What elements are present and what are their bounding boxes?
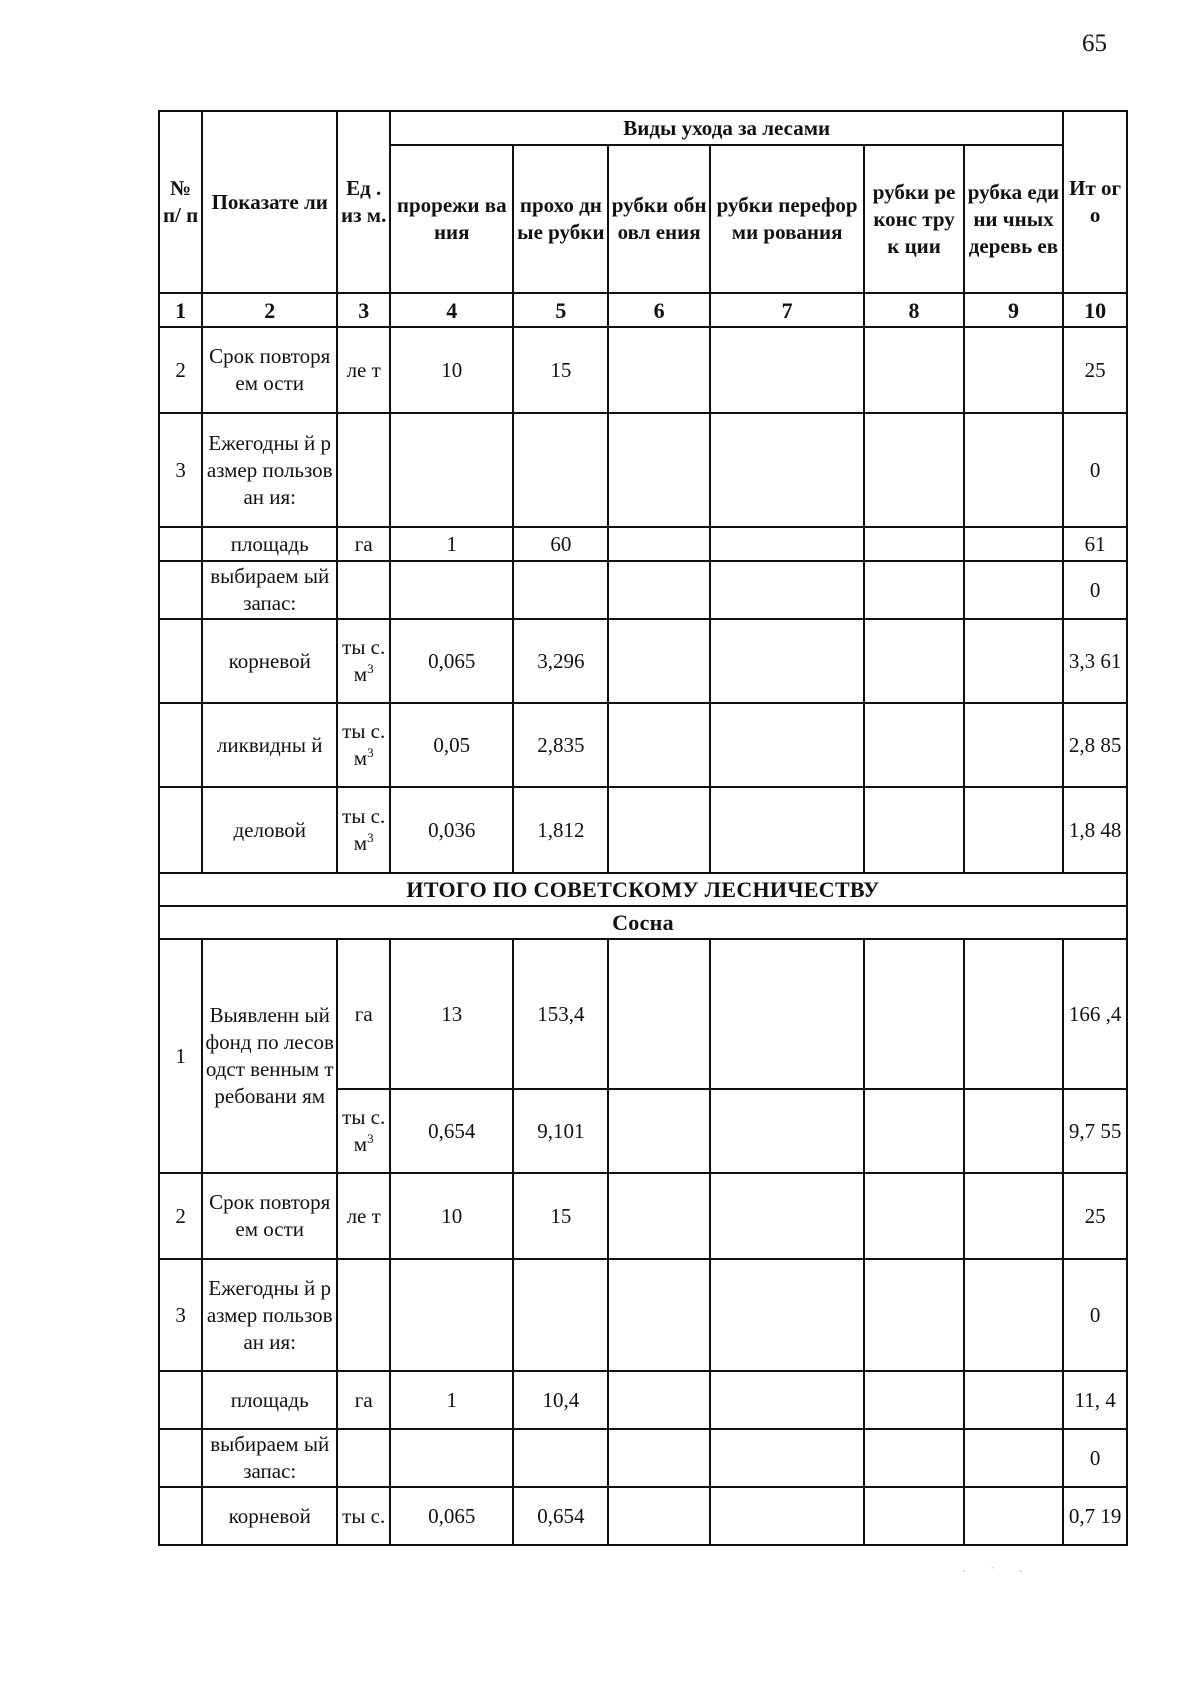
unit-superscript: 3 [367, 661, 374, 676]
row-unit [337, 1429, 390, 1487]
row-unit [337, 1089, 390, 1173]
row-thinning-value: 0,065 [390, 619, 513, 703]
row-thinning-value [390, 413, 513, 527]
row-indicator: ликвидны й [202, 703, 337, 787]
row-passage-value: 2,835 [513, 703, 608, 787]
row-thinning-value: 10 [390, 1173, 513, 1259]
column-number: 4 [390, 293, 513, 327]
row-passage-value: 60 [513, 527, 608, 561]
row-indicator: выбираем ый запас: [202, 561, 337, 619]
unit-text: ты с. м [342, 1105, 386, 1156]
row-total: 0 [1063, 561, 1127, 619]
row-number [159, 703, 202, 787]
row-unit [337, 619, 390, 703]
row-number [159, 527, 202, 561]
row-passage-value: 15 [513, 1173, 608, 1259]
row-passage-value [513, 1429, 608, 1487]
empty-cell [608, 527, 710, 561]
empty-cell [710, 703, 864, 787]
row-unit [337, 1259, 390, 1371]
empty-cell [964, 1429, 1063, 1487]
species-title: Сосна [159, 906, 1127, 939]
empty-cell [608, 1371, 710, 1429]
unit-superscript: 3 [367, 1131, 374, 1146]
column-number: 8 [864, 293, 963, 327]
table-row [159, 1429, 1127, 1487]
column-number: 10 [1063, 293, 1127, 327]
row-passage-value [513, 1259, 608, 1371]
row-passage-value [513, 413, 608, 527]
row-total: 25 [1063, 1173, 1127, 1259]
empty-cell [864, 939, 963, 1089]
row-total: 2,8 85 [1063, 703, 1127, 787]
header-type-single-tree-cutting: рубка едини чных деревь ев [964, 145, 1063, 293]
table-row [159, 561, 1127, 619]
row-passage-value [513, 561, 608, 619]
empty-cell [710, 939, 864, 1089]
row-indicator: корневой [202, 1487, 337, 1545]
empty-cell [964, 561, 1063, 619]
row-number [159, 1371, 202, 1429]
row-total: 9,7 55 [1063, 1089, 1127, 1173]
row-unit [337, 703, 390, 787]
row-thinning-value: 0,036 [390, 787, 513, 873]
empty-cell [710, 1173, 864, 1259]
empty-cell [608, 1259, 710, 1371]
row-total: 0 [1063, 1429, 1127, 1487]
empty-cell [964, 327, 1063, 413]
empty-cell [864, 1371, 963, 1429]
empty-cell [864, 1089, 963, 1173]
row-total: 0 [1063, 1259, 1127, 1371]
empty-cell [710, 527, 864, 561]
empty-cell [864, 1429, 963, 1487]
column-number-row [159, 293, 1127, 327]
table-row [159, 1371, 1127, 1429]
empty-cell [864, 561, 963, 619]
empty-cell [608, 1429, 710, 1487]
empty-cell [864, 1173, 963, 1259]
empty-cell [864, 703, 963, 787]
row-thinning-value: 0,654 [390, 1089, 513, 1173]
empty-cell [964, 1089, 1063, 1173]
row-total: 61 [1063, 527, 1127, 561]
row-total: 1,8 48 [1063, 787, 1127, 873]
row-number: 2 [159, 1173, 202, 1259]
table-row [159, 1259, 1127, 1371]
header-total: Ит ого [1063, 111, 1127, 293]
header-type-reformation-cutting: рубки переформи рования [710, 145, 864, 293]
empty-cell [864, 527, 963, 561]
row-passage-value: 15 [513, 327, 608, 413]
row-unit: га [337, 1371, 390, 1429]
row-passage-value: 3,296 [513, 619, 608, 703]
header-row-group [159, 111, 1127, 145]
row-indicator: Срок повторяем ости [202, 1173, 337, 1259]
row-number [159, 561, 202, 619]
empty-cell [864, 1259, 963, 1371]
empty-cell [608, 1487, 710, 1545]
empty-cell [710, 1371, 864, 1429]
row-thinning-value [390, 1429, 513, 1487]
header-number: № п/ п [159, 111, 202, 293]
empty-cell [864, 787, 963, 873]
header-type-thinning: прорежи вания [390, 145, 513, 293]
empty-cell [964, 787, 1063, 873]
row-number [159, 787, 202, 873]
row-total: 11, 4 [1063, 1371, 1127, 1429]
row-thinning-value: 0,065 [390, 1487, 513, 1545]
row-unit [337, 561, 390, 619]
empty-cell [710, 1487, 864, 1545]
row-passage-value: 1,812 [513, 787, 608, 873]
unit-text: ты с. м [342, 719, 386, 770]
row-number: 3 [159, 413, 202, 527]
column-number: 7 [710, 293, 864, 327]
row-number: 2 [159, 327, 202, 413]
row-indicator: Ежегодны й размер пользован ия: [202, 1259, 337, 1371]
row-total: 166 ,4 [1063, 939, 1127, 1089]
row-unit [337, 787, 390, 873]
empty-cell [864, 413, 963, 527]
row-passage-value: 10,4 [513, 1371, 608, 1429]
row-indicator: корневой [202, 619, 337, 703]
row-passage-value: 153,4 [513, 939, 608, 1089]
scan-noise-marks: · ˙ · [962, 1565, 1033, 1580]
column-number: 3 [337, 293, 390, 327]
row-unit [337, 413, 390, 527]
row-total: 0 [1063, 413, 1127, 527]
row-thinning-value: 10 [390, 327, 513, 413]
empty-cell [964, 1487, 1063, 1545]
empty-cell [608, 561, 710, 619]
table-row [159, 1487, 1127, 1545]
header-type-renewal-cutting: рубки обновл ения [608, 145, 710, 293]
empty-cell [608, 939, 710, 1089]
table-row [159, 327, 1127, 413]
unit-text: ты с. м [342, 804, 386, 855]
header-unit: Ед . из м. [337, 111, 390, 293]
row-unit: га [337, 527, 390, 561]
row-thinning-value: 13 [390, 939, 513, 1089]
empty-cell [964, 413, 1063, 527]
table-row [159, 619, 1127, 703]
header-indicator: Показате ли [202, 111, 337, 293]
empty-cell [710, 413, 864, 527]
row-thinning-value [390, 561, 513, 619]
row-unit: ле т [337, 327, 390, 413]
empty-cell [710, 561, 864, 619]
column-number: 1 [159, 293, 202, 327]
table-row [159, 787, 1127, 873]
table-row [159, 527, 1127, 561]
row-number: 1 [159, 939, 202, 1173]
table-row [159, 939, 1127, 1089]
row-unit: га [337, 939, 390, 1089]
empty-cell [608, 787, 710, 873]
unit-superscript: 3 [367, 830, 374, 845]
section-title: ИТОГО ПО СОВЕТСКОМУ ЛЕСНИЧЕСТВУ [159, 873, 1127, 906]
row-thinning-value: 0,05 [390, 703, 513, 787]
row-total: 25 [1063, 327, 1127, 413]
row-number [159, 619, 202, 703]
unit-superscript: 3 [367, 745, 374, 760]
row-passage-value: 9,101 [513, 1089, 608, 1173]
column-number: 9 [964, 293, 1063, 327]
empty-cell [710, 1089, 864, 1173]
header-type-passage-cutting: прохо дные рубки [513, 145, 608, 293]
empty-cell [964, 1371, 1063, 1429]
section-title-row [159, 873, 1127, 906]
row-indicator: Ежегодны й размер пользован ия: [202, 413, 337, 527]
empty-cell [964, 1259, 1063, 1371]
row-indicator: площадь [202, 527, 337, 561]
forest-care-table [158, 110, 1128, 1546]
empty-cell [964, 1173, 1063, 1259]
row-thinning-value: 1 [390, 1371, 513, 1429]
column-number: 2 [202, 293, 337, 327]
row-number [159, 1429, 202, 1487]
table-row [159, 1173, 1127, 1259]
row-unit: ты с. [337, 1487, 390, 1545]
page-number: 65 [1082, 30, 1107, 57]
row-thinning-value [390, 1259, 513, 1371]
header-type-reconstruction-cutting: рубки реконс трук ции [864, 145, 963, 293]
row-unit: ле т [337, 1173, 390, 1259]
species-row [159, 906, 1127, 939]
row-indicator: деловой [202, 787, 337, 873]
row-total: 3,3 61 [1063, 619, 1127, 703]
empty-cell [864, 327, 963, 413]
empty-cell [710, 1259, 864, 1371]
row-indicator: Срок повторяем ости [202, 327, 337, 413]
empty-cell [710, 1429, 864, 1487]
empty-cell [964, 527, 1063, 561]
row-indicator: Выявленн ый фонд по лесоводст венным требовани ям [202, 939, 337, 1173]
empty-cell [864, 619, 963, 703]
column-number: 6 [608, 293, 710, 327]
header-care-types-group: Виды ухода за лесами [390, 111, 1063, 145]
column-number: 5 [513, 293, 608, 327]
empty-cell [710, 327, 864, 413]
table-row [159, 703, 1127, 787]
empty-cell [964, 619, 1063, 703]
empty-cell [864, 1487, 963, 1545]
row-indicator: площадь [202, 1371, 337, 1429]
row-number [159, 1487, 202, 1545]
row-passage-value: 0,654 [513, 1487, 608, 1545]
table-row [159, 413, 1127, 527]
empty-cell [608, 703, 710, 787]
empty-cell [608, 1173, 710, 1259]
row-indicator: выбираем ый запас: [202, 1429, 337, 1487]
row-thinning-value: 1 [390, 527, 513, 561]
empty-cell [710, 619, 864, 703]
empty-cell [608, 619, 710, 703]
empty-cell [964, 939, 1063, 1089]
row-number: 3 [159, 1259, 202, 1371]
empty-cell [608, 413, 710, 527]
empty-cell [608, 1089, 710, 1173]
empty-cell [964, 703, 1063, 787]
unit-text: ты с. м [342, 635, 386, 686]
empty-cell [608, 327, 710, 413]
row-total: 0,7 19 [1063, 1487, 1127, 1545]
empty-cell [710, 787, 864, 873]
